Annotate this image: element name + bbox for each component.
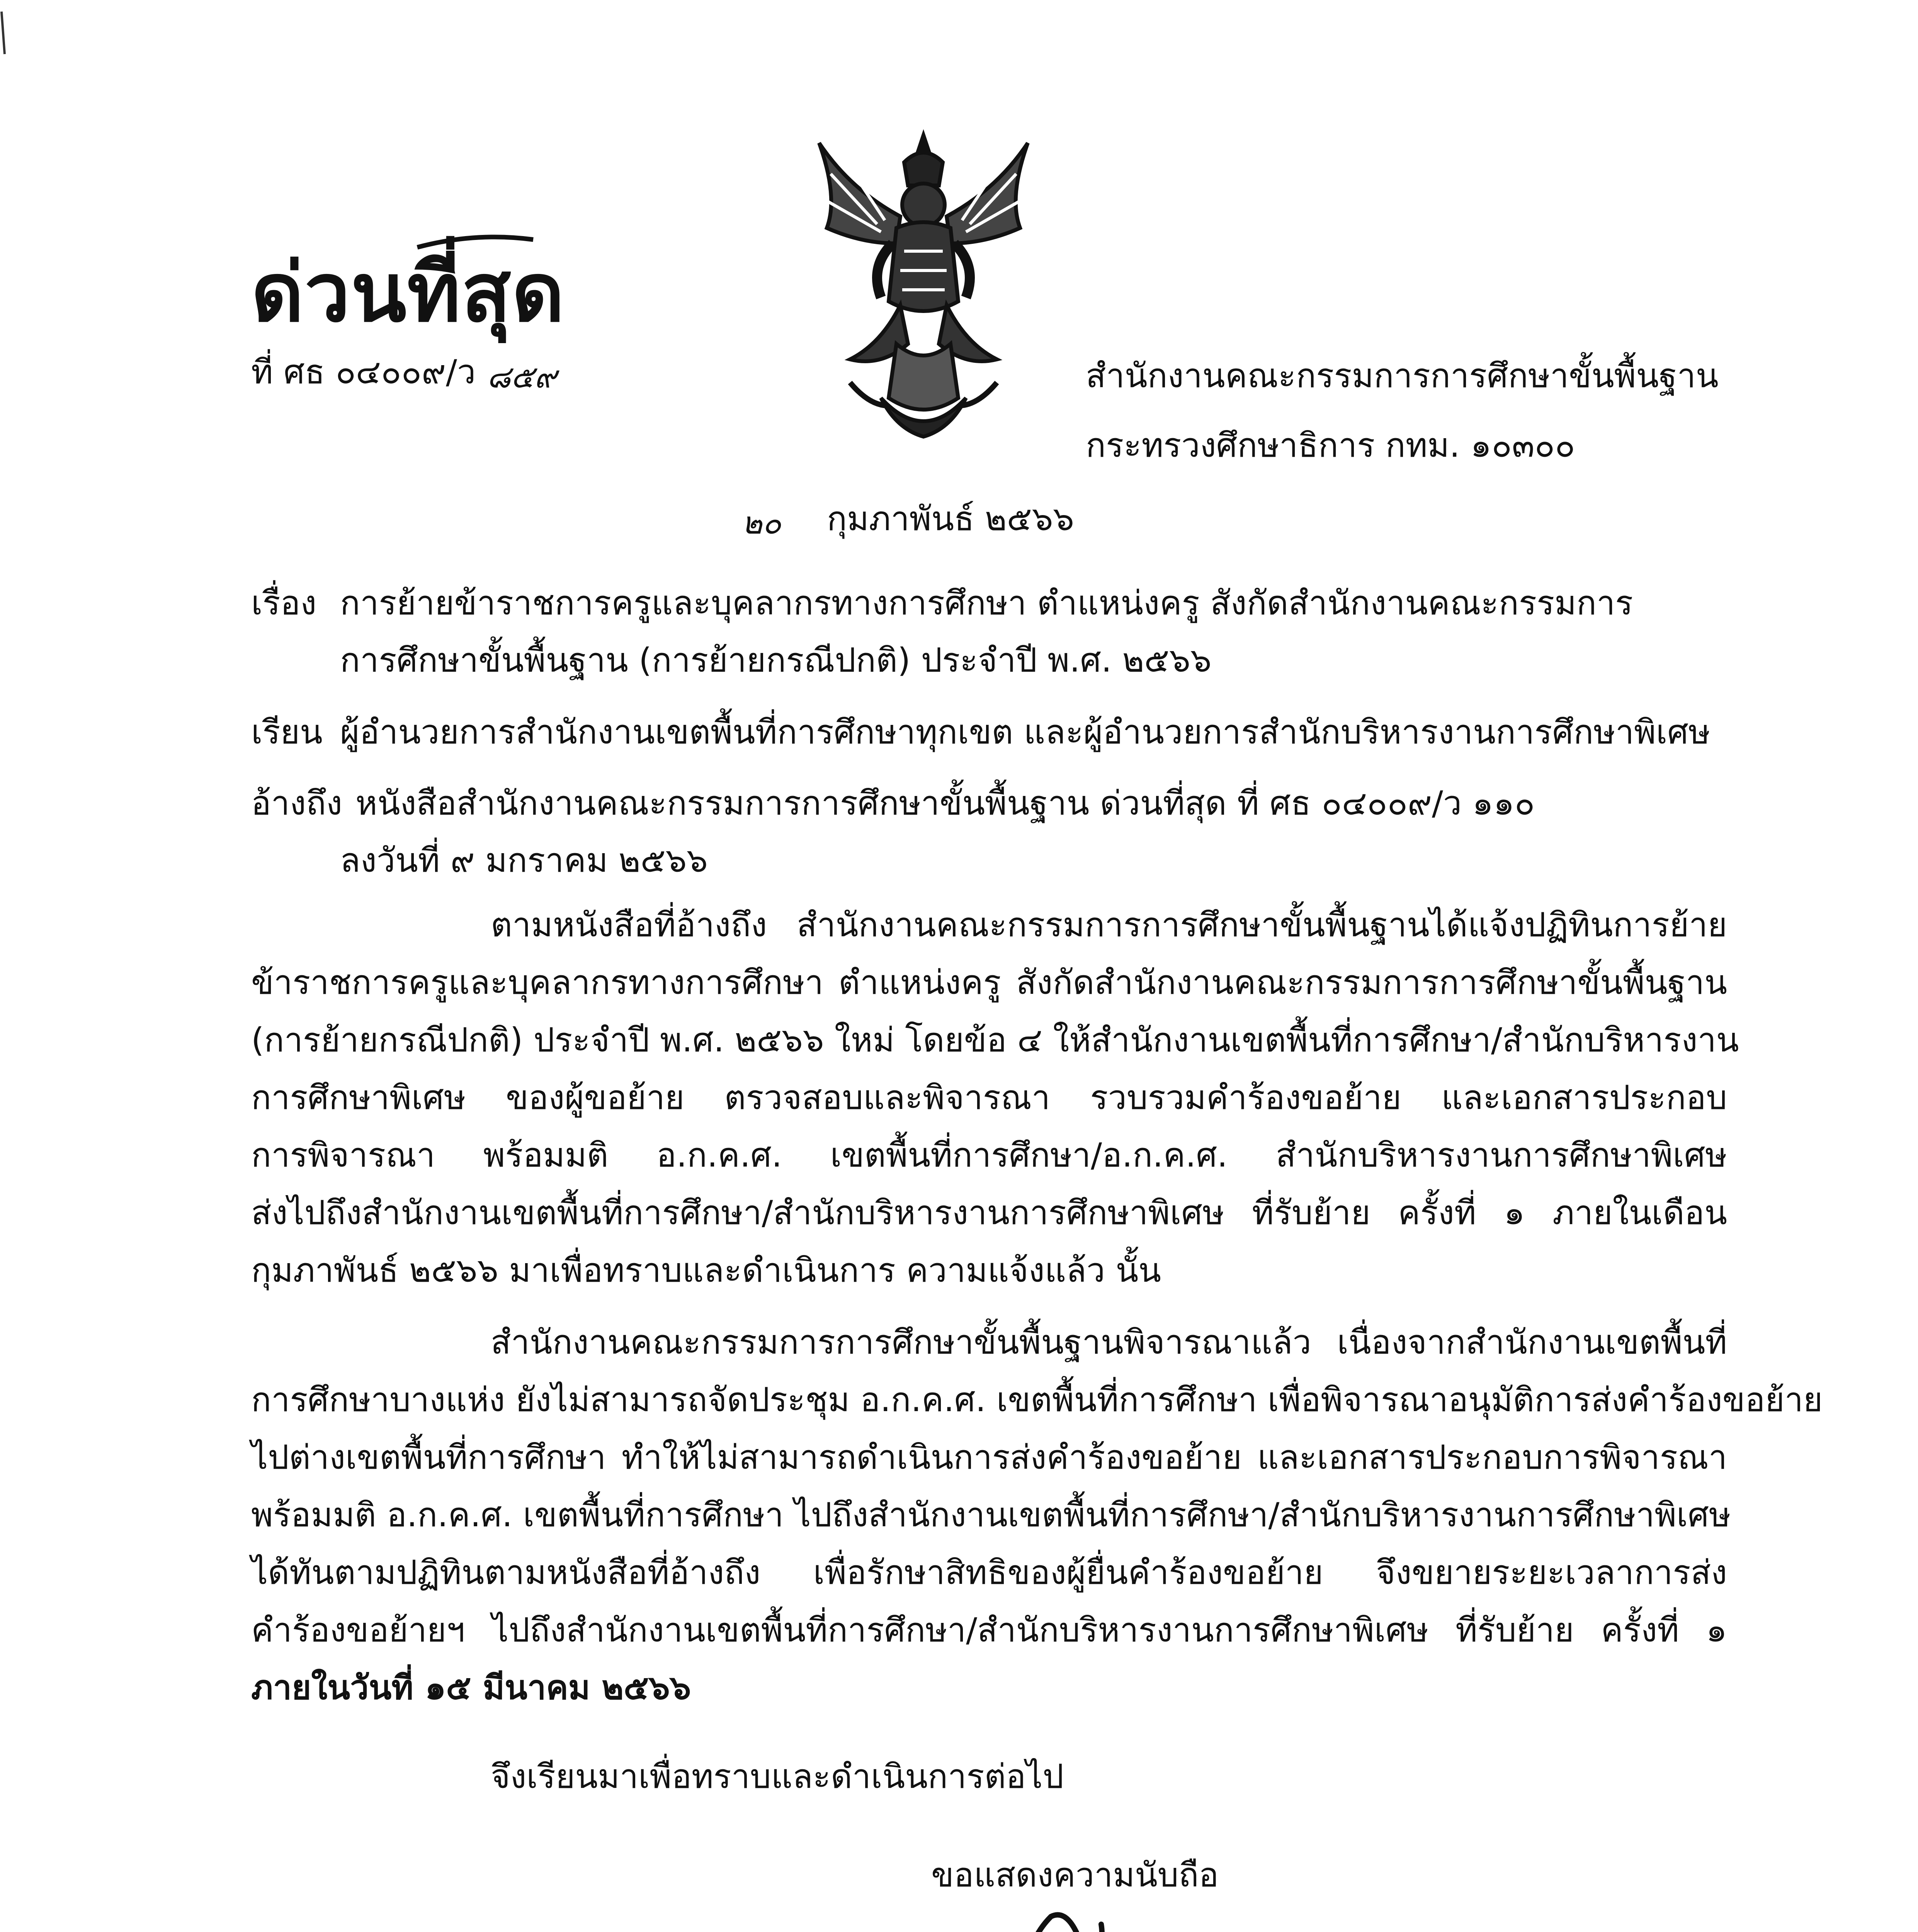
- body-paragraph-2: [251, 1314, 1823, 1717]
- paragraph-2-line: สำนักงานคณะกรรมการการศึกษาขั้นพื้นฐานพิจารณาแล้ว เนื่องจากสำนักงานเขตพื้นที่: [491, 1323, 1727, 1362]
- letter-number-handwritten: ๘๕๙: [487, 359, 557, 395]
- urgency-underline-stroke: [413, 232, 537, 255]
- paragraph-2-line: คำร้องขอย้ายฯ ไปถึงสำนักงานเขตพื้นที่การศึกษา/สำนักบริหารงานการศึกษาพิเศษ ที่รับย้าย ครั้งที่ ๑: [251, 1611, 1727, 1650]
- date-month-year: กุมภาพันธ์ ๒๕๖๖: [827, 500, 1075, 538]
- reference-line-2: ลงวันที่ ๙ มกราคม ๒๕๖๖: [340, 841, 708, 880]
- reference-line-1: หนังสือสำนักงานคณะกรรมการการศึกษาขั้นพื้นฐาน ด่วนที่สุด ที่ ศธ ๐๔๐๐๙/ว ๑๑๐: [355, 784, 1535, 823]
- reference-label: อ้างถึง: [251, 784, 342, 823]
- body-paragraph-1: [251, 896, 1739, 1299]
- paragraph-1-line: (การย้ายกรณีปกติ) ประจำปี พ.ศ. ๒๕๖๖ ใหม่ โดยข้อ ๔ ให้สำนักงานเขตพื้นที่การศึกษา/สำนักบริหารงาน: [251, 1021, 1739, 1060]
- paragraph-1-line: ตามหนังสือที่อ้างถึง สำนักงานคณะกรรมการการศึกษาขั้นพื้นฐานได้แจ้งปฏิทินการย้าย: [491, 906, 1727, 944]
- to-label: เรียน: [251, 713, 323, 752]
- paragraph-2-line: ไปต่างเขตพื้นที่การศึกษา ทำให้ไม่สามารถดำเนินการส่งคำร้องขอย้าย และเอกสารประกอบการพิจารณา: [251, 1438, 1727, 1477]
- urgency-stamp: ด่วนที่สุด: [251, 245, 565, 340]
- paragraph-1-line: กุมภาพันธ์ ๒๕๖๖ มาเพื่อทราบและดำเนินการ ความแจ้งแล้ว นั้น: [251, 1251, 1161, 1290]
- paragraph-1-line: ส่งไปถึงสำนักงานเขตพื้นที่การศึกษา/สำนักบริหารงานการศึกษาพิเศษ ที่รับย้าย ครั้งที่ ๑ ภายในเดือน: [251, 1194, 1727, 1232]
- subject-label: เรื่อง: [251, 584, 317, 622]
- garuda-emblem-icon: [804, 128, 1043, 444]
- paragraph-1-line: การศึกษาพิเศษ ของผู้ขอย้าย ตรวจสอบและพิจารณา รวบรวมคำร้องขอย้าย และเอกสารประกอบ: [251, 1078, 1727, 1117]
- scan-edge-marks: [0, 0, 15, 1932]
- subject-line-1: การย้ายข้าราชการครูและบุคลากรทางการศึกษา ตำแหน่งครู สังกัดสำนักงานคณะกรรมการ: [340, 584, 1633, 622]
- letter-number-prefix: ที่ ศธ ๐๔๐๐๙/ว: [251, 353, 476, 391]
- paragraph-2-line: พร้อมมติ อ.ก.ค.ศ. เขตพื้นที่การศึกษา ไปถึงสำนักงานเขตพื้นที่การศึกษา/สำนักบริหารงานการศึกษาพิเศษ: [251, 1496, 1731, 1534]
- complimentary-close: ขอแสดงความนับถือ: [931, 1856, 1219, 1895]
- paragraph-1-line: ข้าราชการครูและบุคลากรทางการศึกษา ตำแหน่งครู สังกัดสำนักงานคณะกรรมการการศึกษาขั้นพื้นฐาน: [251, 963, 1727, 1002]
- closing-request: จึงเรียนมาเพื่อทราบและดำเนินการต่อไป: [491, 1757, 1064, 1796]
- paragraph-1-line: การพิจารณา พร้อมมติ อ.ก.ค.ศ. เขตพื้นที่การศึกษา/อ.ก.ค.ศ. สำนักบริหารงานการศึกษาพิเศษ: [251, 1136, 1727, 1175]
- paragraph-2-line: การศึกษาบางแห่ง ยังไม่สามารถจัดประชุม อ.ก.ค.ศ. เขตพื้นที่การศึกษา เพื่อพิจารณาอนุมัติการส่งคำร้องขอย้าย: [251, 1381, 1823, 1419]
- subject-line-2: การศึกษาขั้นพื้นฐาน (การย้ายกรณีปกติ) ประจำปี พ.ศ. ๒๕๖๖: [340, 641, 1212, 680]
- sender-office: สำนักงานคณะกรรมการการศึกษาขั้นพื้นฐาน: [1086, 357, 1719, 395]
- sender-ministry: กระทรวงศึกษาธิการ กทม. ๑๐๓๐๐: [1086, 426, 1575, 465]
- date-day: ๒๐: [742, 505, 781, 541]
- paragraph-2-bold-deadline: ภายในวันที่ ๑๕ มีนาคม ๒๕๖๖: [251, 1668, 691, 1707]
- handwritten-signature: [1005, 1901, 1167, 1932]
- to-text: ผู้อำนวยการสำนักงานเขตพื้นที่การศึกษาทุกเขต และผู้อำนวยการสำนักบริหารงานการศึกษาพิเศษ: [340, 713, 1711, 752]
- paragraph-2-line: ได้ทันตามปฏิทินตามหนังสือที่อ้างถึง เพื่อรักษาสิทธิของผู้ยื่นคำร้องขอย้าย จึงขยายระยะเวลาการส่ง: [251, 1553, 1727, 1592]
